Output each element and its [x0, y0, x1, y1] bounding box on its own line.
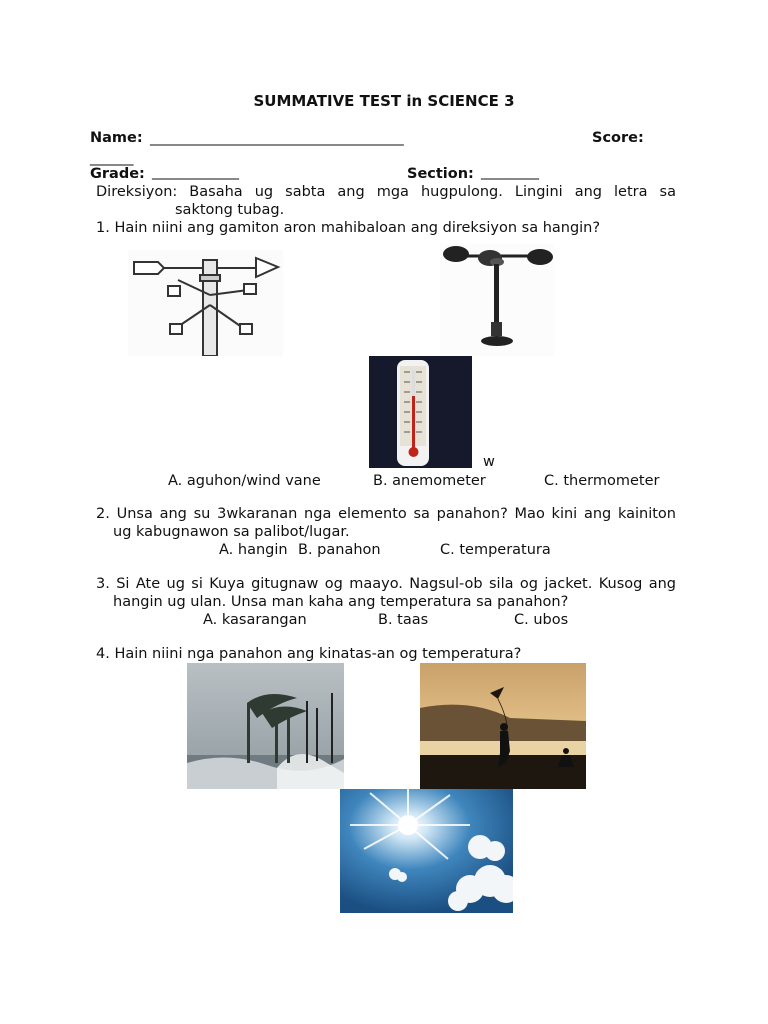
name-line[interactable]: ___________________________________ [150, 130, 404, 146]
q2-choice-a[interactable]: A. hangin [219, 542, 288, 558]
question-2-line1: 2. Unsa ang su 3wkaranan nga elemento sa panahon? Mao kini ang kainiton [96, 506, 676, 522]
score-line[interactable]: ______ [90, 150, 134, 166]
score-label: Score: [592, 130, 644, 146]
q1-choice-a[interactable]: A. aguhon/wind vane [168, 473, 321, 489]
q3-choice-c[interactable]: C. ubos [514, 612, 569, 628]
question-4: 4. Hain niini nga panahon ang kinatas-an og temperatura? [96, 646, 522, 662]
question-3-line2: hangin ug ulan. Unsa man kaha ang temperatura sa panahon? [113, 594, 569, 610]
q1-choice-b[interactable]: B. anemometer [373, 473, 486, 489]
sunny-sky-photo [340, 789, 513, 913]
kite-sunset-photo [420, 663, 586, 789]
name-label: Name: [90, 130, 143, 146]
q2-choice-b[interactable]: B. panahon [298, 542, 381, 558]
question-3-line1: 3. Si Ate ug si Kuya gitugnaw og maayo. Nagsul-ob sila og jacket. Kusog ang [96, 576, 676, 592]
storm-photo [187, 663, 344, 789]
thermometer-icon [369, 356, 472, 468]
grade-line[interactable]: ____________ [152, 164, 239, 180]
grade-label: Grade: [90, 166, 145, 182]
q1-choice-c[interactable]: C. thermometer [544, 473, 660, 489]
q3-choice-b[interactable]: B. taas [378, 612, 429, 628]
wind-vane-icon [128, 250, 283, 356]
section-label: Section: [407, 166, 474, 182]
q3-choice-a[interactable]: A. kasarangan [203, 612, 307, 628]
directions-line2: saktong tubag. [175, 202, 285, 218]
section-line[interactable]: ________ [481, 164, 539, 180]
question-1: 1. Hain niini ang gamiton aron mahibaloan ang direksiyon sa hangin? [96, 220, 601, 236]
stray-letter: w [483, 454, 495, 470]
question-2-line2: ug kabugnawon sa palibot/lugar. [113, 524, 350, 540]
page-title: SUMMATIVE TEST in SCIENCE 3 [253, 92, 515, 110]
q2-choice-c[interactable]: C. temperatura [440, 542, 551, 558]
directions-line1: Direksiyon: Basaha ug sabta ang mga hugpulong. Lingini ang letra sa [96, 184, 676, 200]
anemometer-icon [440, 244, 554, 356]
